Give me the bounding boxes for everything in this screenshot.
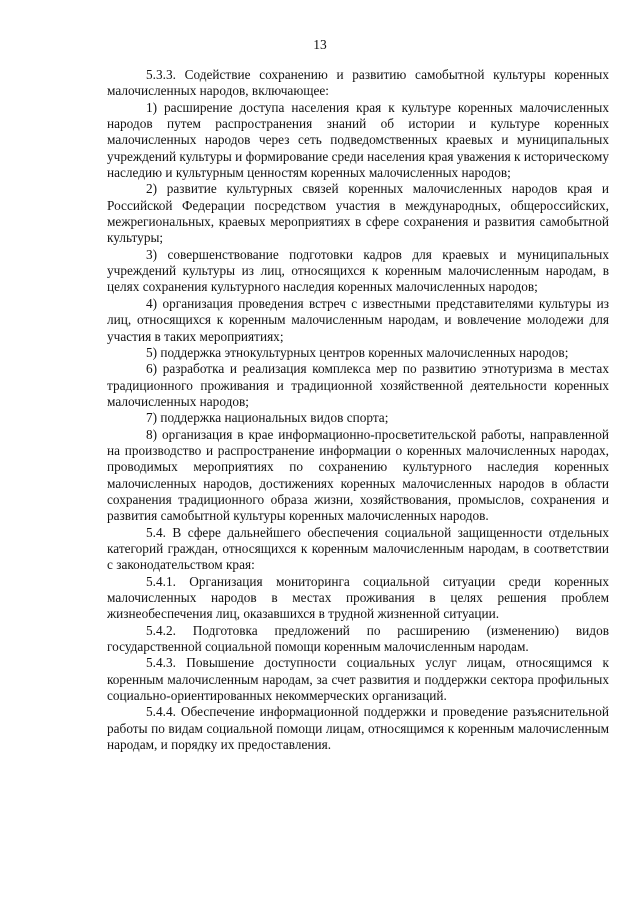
list-item-6: 6) разработка и реализация комплекса мер по развитию этнотуризма в местах традиционного проживания и традиционной хозяйственной деятельности коренных малочисленных народов;	[107, 361, 609, 409]
paragraph-5-3-3: 5.3.3. Содействие сохранению и развитию самобытной культуры коренных малочисленных народов, включающее:	[107, 67, 609, 99]
page-number: 13	[313, 37, 327, 52]
paragraph-5-4-4: 5.4.4. Обеспечение информационной поддержки и проведение разъяснительной работы по видам социальной помощи лицам, относящимся к коренным малочисленным народам, и порядку их предоставления.	[107, 704, 609, 753]
list-item-7: 7) поддержка национальных видов спорта;	[146, 410, 389, 426]
list-item-1: 1) расширение доступа населения края к культуре коренных малочисленных народов путем распространения знаний об истории и культуре коренных малочисленных народов через сеть подведомственных краевых и муниципальных учреждений культуры и формирование среди населения края уважения к историческому наследию и культурным ценностям коренных малочисленных народов;	[107, 99, 609, 181]
paragraph-5-4-3: 5.4.3. Повышение доступности социальных услуг лицам, относящимся к коренным малочисленным народам, за счет развития и поддержки сектора профильных социально-ориентированных некоммерческих организаций.	[107, 655, 609, 704]
document-body	[107, 67, 609, 753]
list-item-4: 4) организация проведения встреч с известными представителями культуры из лиц, относящихся к коренным малочисленным народам, и вовлечение молодежи для участия в таких мероприятиях;	[107, 295, 609, 344]
list-item-2: 2) развитие культурных связей коренных малочисленных народов края и Российской Федерации посредством участия в международных, общероссийских, межрегиональных, краевых мероприятиях в сфере сохранения и развития самобытной культуры;	[107, 181, 609, 246]
list-item-5: 5) поддержка этнокультурных центров коренных малочисленных народов;	[146, 344, 569, 360]
paragraph-5-4-1: 5.4.1. Организация мониторинга социальной ситуации среди коренных малочисленных народов в местах проживания в целях решения проблем жизнеобеспечения лиц, оказавшихся в трудной жизненной ситуации.	[107, 573, 609, 622]
paragraph-5-4-2: 5.4.2. Подготовка предложений по расширению (изменению) видов государственной социальной помощи коренным малочисленным народам.	[107, 622, 609, 655]
paragraph-5-4: 5.4. В сфере дальнейшего обеспечения социальной защищенности отдельных категорий граждан, относящихся к коренным малочисленным народам, в соответствии с законодательством края:	[107, 524, 609, 573]
list-item-8: 8) организация в крае информационно-просветительской работы, направленной на производство и распространение информации о коренных малочисленных народах, проводимых мероприятиях по сохранению культурного наследия коренных малочисленных народов, достижениях коренных малочисленных народов в области сохранения традиционного образа жизни, хозяйствования, промыслов, сохранения и развития самобытной культуры коренных малочисленных народов.	[107, 426, 609, 524]
list-item-3: 3) совершенствование подготовки кадров для краевых и муниципальных учреждений культуры из лиц, относящихся к коренным малочисленным народам, в целях сохранения культурного наследия коренных малочисленных народов;	[107, 246, 609, 295]
